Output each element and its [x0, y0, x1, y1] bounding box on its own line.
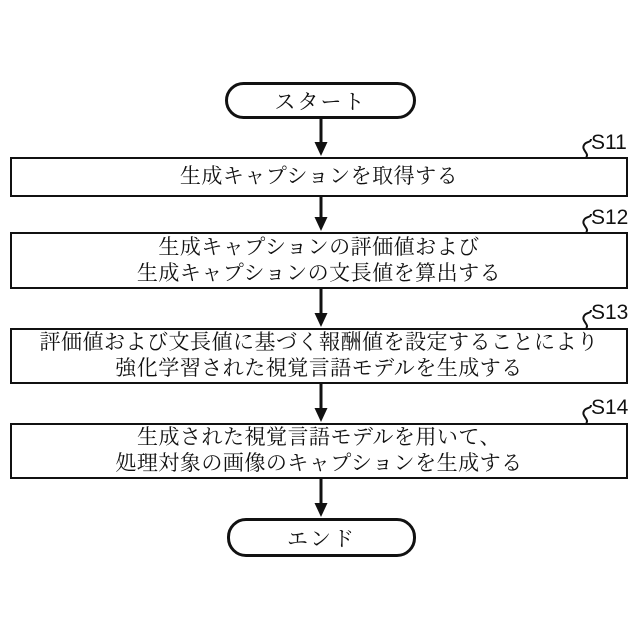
flow-arrow-s13-to-s14	[315, 383, 328, 422]
process-box-s13	[10, 328, 628, 384]
step-label-s12: S12	[591, 206, 629, 229]
start-node-label: スタート	[274, 90, 367, 114]
process-box-s13-line2: 強化学習された視覚言語モデルを生成する	[115, 357, 523, 380]
step-label-s11: S11	[591, 131, 627, 154]
process-box-s12	[10, 232, 628, 289]
step-label-s14: S14	[591, 396, 629, 419]
flow-arrow-s11-to-s12	[315, 196, 328, 231]
leader-squiggle-s14	[583, 405, 591, 423]
process-box-s11	[10, 157, 628, 197]
leader-squiggle-s13	[583, 310, 591, 328]
process-box-s13-line1: 評価値および文長値に基づく報酬値を設定することにより	[39, 331, 599, 354]
process-box-s12-line1: 生成キャプションの評価値および	[158, 235, 480, 259]
flow-arrow-s12-to-s13	[315, 288, 328, 327]
end-node-label: エンド	[287, 527, 356, 551]
process-box-s14	[10, 423, 628, 479]
process-box-s12-line2: 生成キャプションの文長値を算出する	[136, 261, 502, 285]
process-box-s11-line1: 生成キャプションを取得する	[179, 165, 459, 188]
process-box-s14-line1: 生成された視覚言語モデルを用いて、	[136, 426, 502, 449]
start-node	[225, 82, 416, 119]
step-label-s13: S13	[591, 301, 629, 324]
flow-arrow-s14-to-end	[315, 478, 328, 517]
process-box-s14-line2: 処理対象の画像のキャプションを生成する	[115, 452, 523, 475]
end-node	[227, 518, 416, 557]
leader-squiggle-s12	[583, 214, 591, 232]
leader-squiggle-s11	[583, 139, 591, 157]
flow-arrow-start-to-s11	[315, 115, 328, 156]
